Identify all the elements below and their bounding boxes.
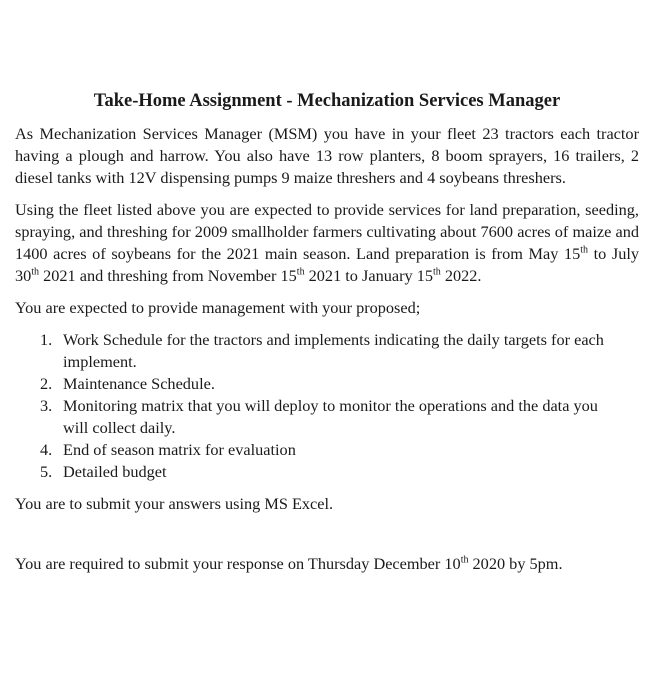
deadline-text-part: You are required to submit your response on Thursday December 10 [15, 554, 461, 573]
deadline-paragraph [15, 553, 639, 575]
list-number: 3. [40, 396, 53, 415]
list-item-text: Monitoring matrix that you will deploy to monitor the operations and the data you will collect daily. [63, 396, 598, 437]
list-item [15, 373, 627, 395]
document-page [15, 88, 639, 585]
list-number: 1. [40, 330, 53, 349]
list-item-text: Work Schedule for the tractors and implements indicating the daily targets for each implement. [63, 330, 604, 371]
ordinal-suffix: th [31, 266, 40, 278]
list-item-text: Detailed budget [63, 462, 167, 481]
list-item [15, 461, 627, 483]
expectation-paragraph: You are expected to provide management with your proposed; [15, 298, 421, 317]
list-number: 5. [40, 462, 53, 481]
deadline-text-part: 2020 by 5pm. [468, 554, 563, 573]
list-item [15, 395, 627, 439]
list-item-text: Maintenance Schedule. [63, 374, 215, 393]
list-number: 2. [40, 374, 53, 393]
services-text-part: 2021 to January 15 [304, 266, 433, 285]
list-item-text: End of season matrix for evaluation [63, 440, 296, 459]
ordinal-suffix: th [296, 266, 305, 278]
submission-format-paragraph: You are to submit your answers using MS Excel. [15, 494, 334, 513]
services-text-part: to July 30 [15, 244, 640, 285]
services-text-part: Using the fleet listed above you are expected to provide services for land preparation, seeding, spraying, and threshing for 2009 smallholder farmers cultivating about 7600 acres of maize and 1400 acres of soybeans for the 2021 main season. Land preparation is from May 15 [15, 200, 639, 263]
services-text-part: 2022. [440, 266, 482, 285]
fleet-paragraph: As Mechanization Services Manager (MSM) you have in your fleet 23 tractors each tractor having a plough and harrow. You also have 13 row planters, 8 boom sprayers, 16 trailers, 2 diesel tanks with 12V dispensing pumps 9 maize threshers and 4 soybeans threshers. [15, 124, 639, 187]
spacer [15, 525, 639, 553]
ordinal-suffix: th [580, 244, 589, 256]
ordinal-suffix: th [460, 554, 469, 566]
list-item [15, 439, 627, 461]
services-paragraph [15, 199, 639, 287]
deliverables-list [15, 329, 639, 483]
document-title: Take-Home Assignment - Mechanization Services Manager [93, 91, 561, 111]
list-item [15, 329, 627, 373]
ordinal-suffix: th [433, 266, 441, 278]
list-number: 4. [40, 440, 53, 459]
services-text-part: 2021 and threshing from November 15 [39, 266, 297, 285]
